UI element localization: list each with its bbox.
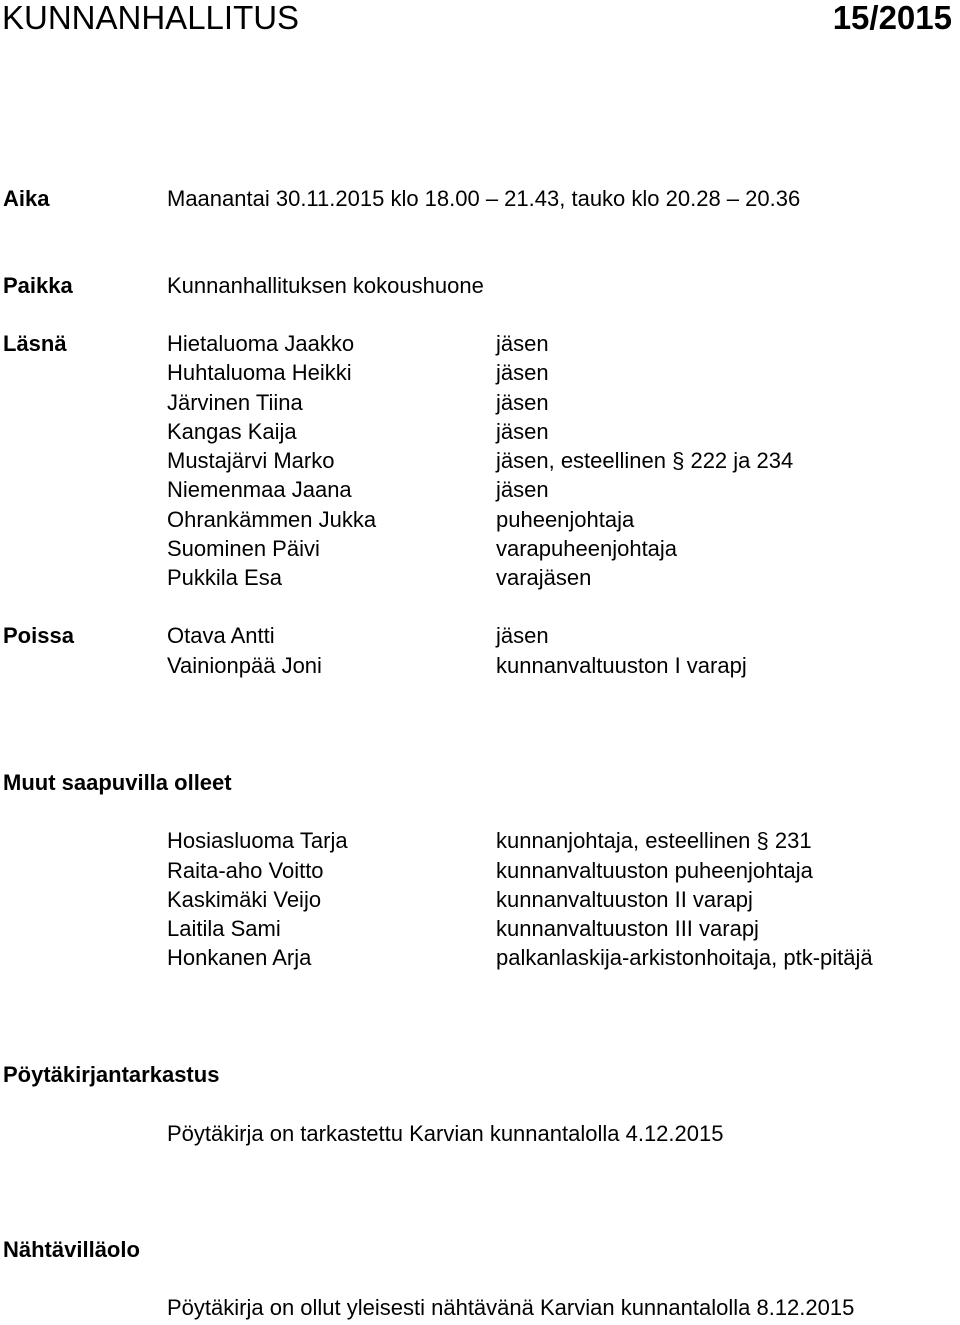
aika-label: Aika (3, 186, 50, 211)
muut-role: kunnanjohtaja, esteellinen § 231 (496, 828, 812, 853)
document-title: KUNNANHALLITUS (2, 0, 300, 36)
muut-label: Muut saapuvilla olleet (3, 770, 232, 795)
tarkastus-label: Pöytäkirjantarkastus (3, 1062, 220, 1087)
lasna-name: Mustajärvi Marko (167, 448, 335, 473)
lasna-role: jäsen (496, 477, 549, 502)
lasna-role: varajäsen (496, 565, 592, 590)
lasna-role: jäsen (496, 419, 549, 444)
lasna-name: Järvinen Tiina (167, 390, 303, 415)
muut-role: kunnanvaltuuston puheenjohtaja (496, 858, 813, 883)
lasna-role: jäsen, esteellinen § 222 ja 234 (496, 448, 794, 473)
muut-name: Hosiasluoma Tarja (167, 828, 348, 853)
meeting-number: 15/2015 (832, 0, 952, 36)
poissa-label: Poissa (3, 623, 74, 648)
nahtavilla-label: Nähtävilläolo (3, 1237, 140, 1262)
lasna-role: jäsen (496, 331, 549, 356)
lasna-role: varapuheenjohtaja (496, 536, 678, 561)
lasna-name: Kangas Kaija (167, 419, 297, 444)
poissa-role: kunnanvaltuuston I varapj (496, 653, 747, 678)
lasna-name: Huhtaluoma Heikki (167, 360, 352, 385)
paikka-label: Paikka (3, 273, 73, 298)
lasna-role: jäsen (496, 390, 549, 415)
lasna-role: jäsen (496, 360, 549, 385)
muut-name: Laitila Sami (167, 916, 281, 941)
muut-role: kunnanvaltuuston III varapj (496, 916, 759, 941)
lasna-name: Hietaluoma Jaakko (167, 331, 355, 356)
muut-role: kunnanvaltuuston II varapj (496, 887, 753, 912)
muut-role: palkanlaskija-arkistonhoitaja, ptk-pitäjä (496, 945, 873, 970)
muut-name: Honkanen Arja (167, 945, 312, 970)
lasna-role: puheenjohtaja (496, 507, 635, 532)
lasna-name: Pukkila Esa (167, 565, 282, 590)
nahtavilla-text: Pöytäkirja on ollut yleisesti nähtävänä Karvian kunnantalolla 8.12.2015 (167, 1295, 855, 1320)
poissa-name: Otava Antti (167, 623, 275, 648)
lasna-name: Suominen Päivi (167, 536, 320, 561)
lasna-name: Ohrankämmen Jukka (167, 507, 377, 532)
poissa-name: Vainionpää Joni (167, 653, 322, 678)
muut-name: Kaskimäki Veijo (167, 887, 322, 912)
poissa-role: jäsen (496, 623, 549, 648)
muut-name: Raita-aho Voitto (167, 858, 324, 883)
lasna-label: Läsnä (3, 331, 67, 356)
paikka-text: Kunnanhallituksen kokoushuone (167, 273, 484, 298)
tarkastus-text: Pöytäkirja on tarkastettu Karvian kunnantalolla 4.12.2015 (167, 1121, 724, 1146)
aika-text: Maanantai 30.11.2015 klo 18.00 – 21.43, tauko klo 20.28 – 20.36 (167, 186, 801, 211)
lasna-name: Niemenmaa Jaana (167, 477, 352, 502)
